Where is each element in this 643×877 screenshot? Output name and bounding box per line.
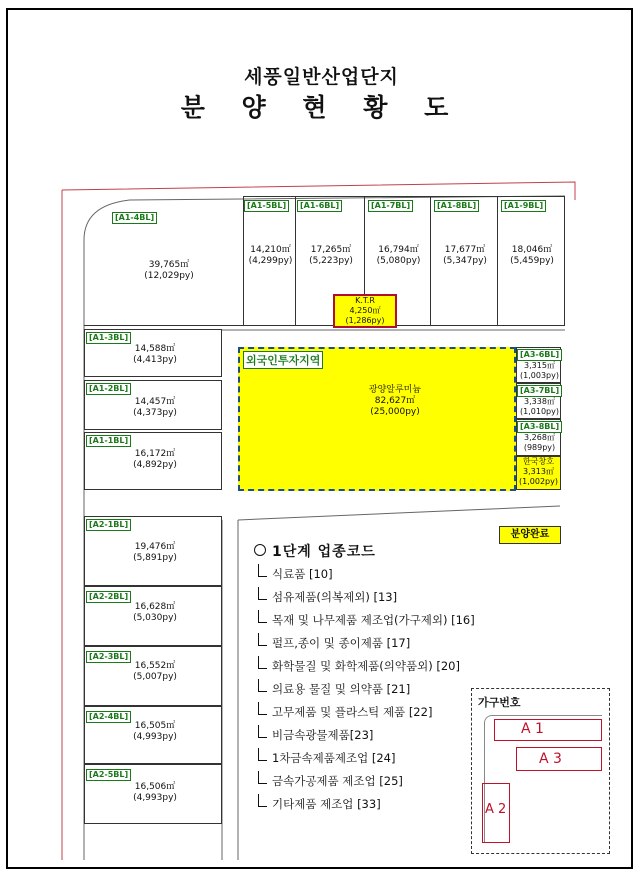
- lot-a1-9-py: (5,459py): [510, 256, 554, 266]
- lot-a1-6-py: (5,223py): [309, 256, 353, 266]
- lot-a3-8-area: [517, 433, 562, 453]
- circle-icon: [254, 544, 266, 556]
- lot-a2-4-area: [115, 721, 195, 743]
- lot-a1-3-code: [A1-3BL]: [86, 332, 131, 344]
- lot-a1-1-area: [115, 449, 195, 471]
- foreign-zone-py: (25,000py): [370, 407, 420, 417]
- legend-item-label: 목재 및 나무제품 제조업(가구제외) [16]: [272, 613, 475, 627]
- lot-a2-4-py: (4,993py): [133, 732, 177, 742]
- bracket-icon: [258, 702, 267, 715]
- hankook-m2: 3,313㎡: [523, 467, 554, 476]
- hankook-lot: [516, 456, 561, 490]
- legend-item-label: 고무제품 및 플라스틱 제품 [22]: [272, 705, 433, 719]
- lot-a2-3: [84, 646, 222, 706]
- lot-a1-7-area: [365, 245, 432, 267]
- lot-a3-8-m2: 3,268㎡: [524, 433, 555, 442]
- hankook-name: 한국창호: [523, 457, 554, 466]
- lot-a2-5-area: [115, 782, 195, 804]
- legend-item-label: 금속가공제품 제조업 [25]: [272, 774, 403, 788]
- lot-a2-4: [84, 706, 222, 764]
- lot-a1-1-m2: 16,172㎡: [134, 449, 176, 459]
- lot-a1-3-m2: 14,588㎡: [134, 344, 176, 354]
- lot-a1-8-code: [A1-8BL]: [434, 200, 479, 212]
- bracket-icon: [258, 794, 267, 807]
- foreign-zone-title: 외국인투자지역: [243, 351, 323, 369]
- legend-item-label: 비금속광물제품[23]: [272, 728, 374, 742]
- lot-a2-3-m2: 16,552㎡: [134, 661, 176, 671]
- lot-a1-1: [84, 432, 222, 490]
- legend-title: [254, 541, 376, 561]
- bracket-icon: [258, 725, 267, 738]
- lot-a1-8-py: (5,347py): [443, 256, 487, 266]
- lot-a1-8-m2: 17,677㎡: [444, 245, 486, 255]
- lot-a2-5-py: (4,993py): [133, 793, 177, 803]
- lot-a1-7-m2: 16,794㎡: [378, 245, 419, 255]
- foreign-investment-zone: [238, 347, 516, 491]
- lot-a1-2-m2: 14,457㎡: [134, 397, 176, 407]
- key-title: 가구번호: [478, 696, 521, 709]
- lot-a2-2-m2: 16,628㎡: [134, 602, 176, 612]
- lot-a1-5-area: [244, 245, 297, 267]
- ktr-lot: [333, 294, 397, 328]
- foreign-zone-area: [350, 385, 440, 418]
- lot-a1-8: [430, 196, 498, 326]
- lot-a2-3-code: [A2-3BL]: [86, 651, 131, 663]
- lot-a1-9-area: [498, 245, 566, 267]
- lot-a1-1-py: (4,892py): [133, 460, 177, 470]
- bracket-icon: [258, 610, 267, 623]
- lot-a1-5-m2: 14,210㎡: [250, 245, 291, 255]
- bracket-icon: [258, 633, 267, 646]
- key-a1-label: A 1: [521, 721, 544, 737]
- key-a3-block: [516, 747, 602, 771]
- lot-a2-5-m2: 16,506㎡: [134, 782, 176, 792]
- lot-a1-6-code: [A1-6BL]: [297, 200, 342, 212]
- foreign-zone-m2: 82,627㎡: [374, 396, 416, 406]
- lot-a2-2: [84, 586, 222, 646]
- ktr-name: K.T.R: [355, 296, 375, 305]
- legend-item-label: 1차금속제품제조업 [24]: [272, 751, 396, 765]
- lot-a3-7-m2: 3,338㎡: [524, 397, 555, 406]
- key-a2-block: [482, 783, 510, 843]
- key-a3-label: A 3: [539, 751, 562, 767]
- legend-item-label: 의료용 물질 및 의약품 [21]: [272, 682, 411, 696]
- lot-a1-5-py: (4,299py): [248, 256, 293, 266]
- legend-item: [258, 564, 518, 588]
- lot-a2-1: [84, 516, 222, 586]
- bracket-icon: [258, 656, 267, 669]
- lot-a2-1-area: [115, 542, 195, 564]
- lot-a3-7-code: [A3-7BL]: [517, 385, 562, 397]
- lot-a1-8-area: [431, 245, 499, 267]
- lot-a2-2-area: [115, 602, 195, 624]
- bracket-icon: [258, 587, 267, 600]
- sold-out-badge: 분양완료: [499, 526, 561, 544]
- lot-a1-3-area: [115, 344, 195, 366]
- legend-item: [258, 633, 518, 657]
- legend-item-label: 펄프,종이 및 종이제품 [17]: [272, 636, 411, 650]
- lot-a1-9-code: [A1-9BL]: [501, 200, 546, 212]
- lot-a2-2-py: (5,030py): [133, 613, 177, 623]
- ktr-py: (1,286py): [345, 316, 385, 325]
- hankook-py: (1,002py): [519, 477, 558, 486]
- lot-a1-1-code: [A1-1BL]: [86, 435, 131, 447]
- bracket-icon: [258, 679, 267, 692]
- lot-a3-7-py: (1,010py): [520, 407, 559, 416]
- lot-a3-8-py: (989py): [523, 443, 556, 452]
- lot-a2-2-code: [A2-2BL]: [86, 591, 131, 603]
- lot-a1-6-area: [296, 245, 366, 267]
- lot-a3-6-code: [A3-6BL]: [517, 349, 562, 361]
- lot-a3-6-py: (1,003py): [520, 371, 559, 380]
- legend-item: [258, 656, 518, 680]
- lot-a2-4-m2: 16,505㎡: [134, 721, 176, 731]
- foreign-zone-tenant: 광양알루미늄: [368, 385, 422, 395]
- map-title: 세풍일반산업단지: [244, 66, 399, 88]
- legend-item: [258, 610, 518, 634]
- lot-a2-3-py: (5,007py): [133, 672, 177, 682]
- legend-item-label: 식료품 [10]: [272, 567, 333, 581]
- key-a2-label: A 2: [485, 802, 507, 817]
- lot-a2-1-m2: 19,476㎡: [134, 542, 176, 552]
- lot-a2-1-py: (5,891py): [133, 553, 177, 563]
- legend-item-label: 화학물질 및 화학제품(의약품외) [20]: [272, 659, 460, 673]
- lot-a1-2-py: (4,373py): [133, 408, 177, 418]
- block-number-key: [471, 688, 610, 854]
- lot-a1-4-m2: 39,765㎡: [148, 260, 190, 270]
- legend-item-label: 기타제품 제조업 [33]: [272, 797, 381, 811]
- south-road-top: [238, 506, 560, 520]
- lot-a1-9: [497, 196, 565, 326]
- lot-a3-7: [516, 383, 561, 419]
- lot-a1-5: [243, 196, 296, 326]
- lot-a1-5-code: [A1-5BL]: [244, 200, 289, 212]
- lot-a1-3-py: (4,413py): [133, 355, 177, 365]
- lot-a1-7-code: [A1-7BL]: [368, 200, 413, 212]
- lot-a1-9-m2: 18,046㎡: [511, 245, 553, 255]
- bracket-icon: [258, 748, 267, 761]
- lot-a1-7-py: (5,080py): [376, 256, 421, 266]
- lot-a1-4-area: [124, 260, 214, 282]
- lot-a1-2-area: [115, 397, 195, 419]
- ktr-m2: 4,250㎡: [349, 306, 381, 315]
- lot-a1-6-m2: 17,265㎡: [310, 245, 352, 255]
- lot-a2-5-code: [A2-5BL]: [86, 769, 131, 781]
- legend-title-text: 1단계 업종코드: [272, 544, 376, 560]
- lot-a3-6-area: [517, 361, 562, 381]
- key-a1-block: [494, 719, 602, 741]
- legend-item: [258, 587, 518, 611]
- lot-a2-5: [84, 764, 222, 824]
- legend-item-label: 섬유제품(의복제외) [13]: [272, 590, 398, 604]
- lot-a3-6: [516, 347, 561, 383]
- lot-a1-4-py: (12,029py): [144, 271, 194, 281]
- lot-a2-1-code: [A2-1BL]: [86, 519, 131, 531]
- lot-a1-2: [84, 380, 222, 430]
- lot-a2-3-area: [115, 661, 195, 683]
- lot-a2-4-code: [A2-4BL]: [86, 711, 131, 723]
- lot-a1-3: [84, 329, 222, 377]
- map-subtitle: 분 양 현 황 도: [180, 93, 463, 122]
- lot-a3-8-code: [A3-8BL]: [517, 421, 562, 433]
- lot-a1-4-code: [A1-4BL]: [112, 212, 157, 224]
- lot-a3-8: [516, 419, 561, 456]
- lot-a3-7-area: [517, 397, 562, 417]
- bracket-icon: [258, 564, 267, 577]
- bracket-icon: [258, 771, 267, 784]
- lot-a3-6-m2: 3,315㎡: [524, 361, 555, 370]
- lot-a1-2-code: [A1-2BL]: [86, 383, 131, 395]
- lot-a1-4: [84, 204, 244, 326]
